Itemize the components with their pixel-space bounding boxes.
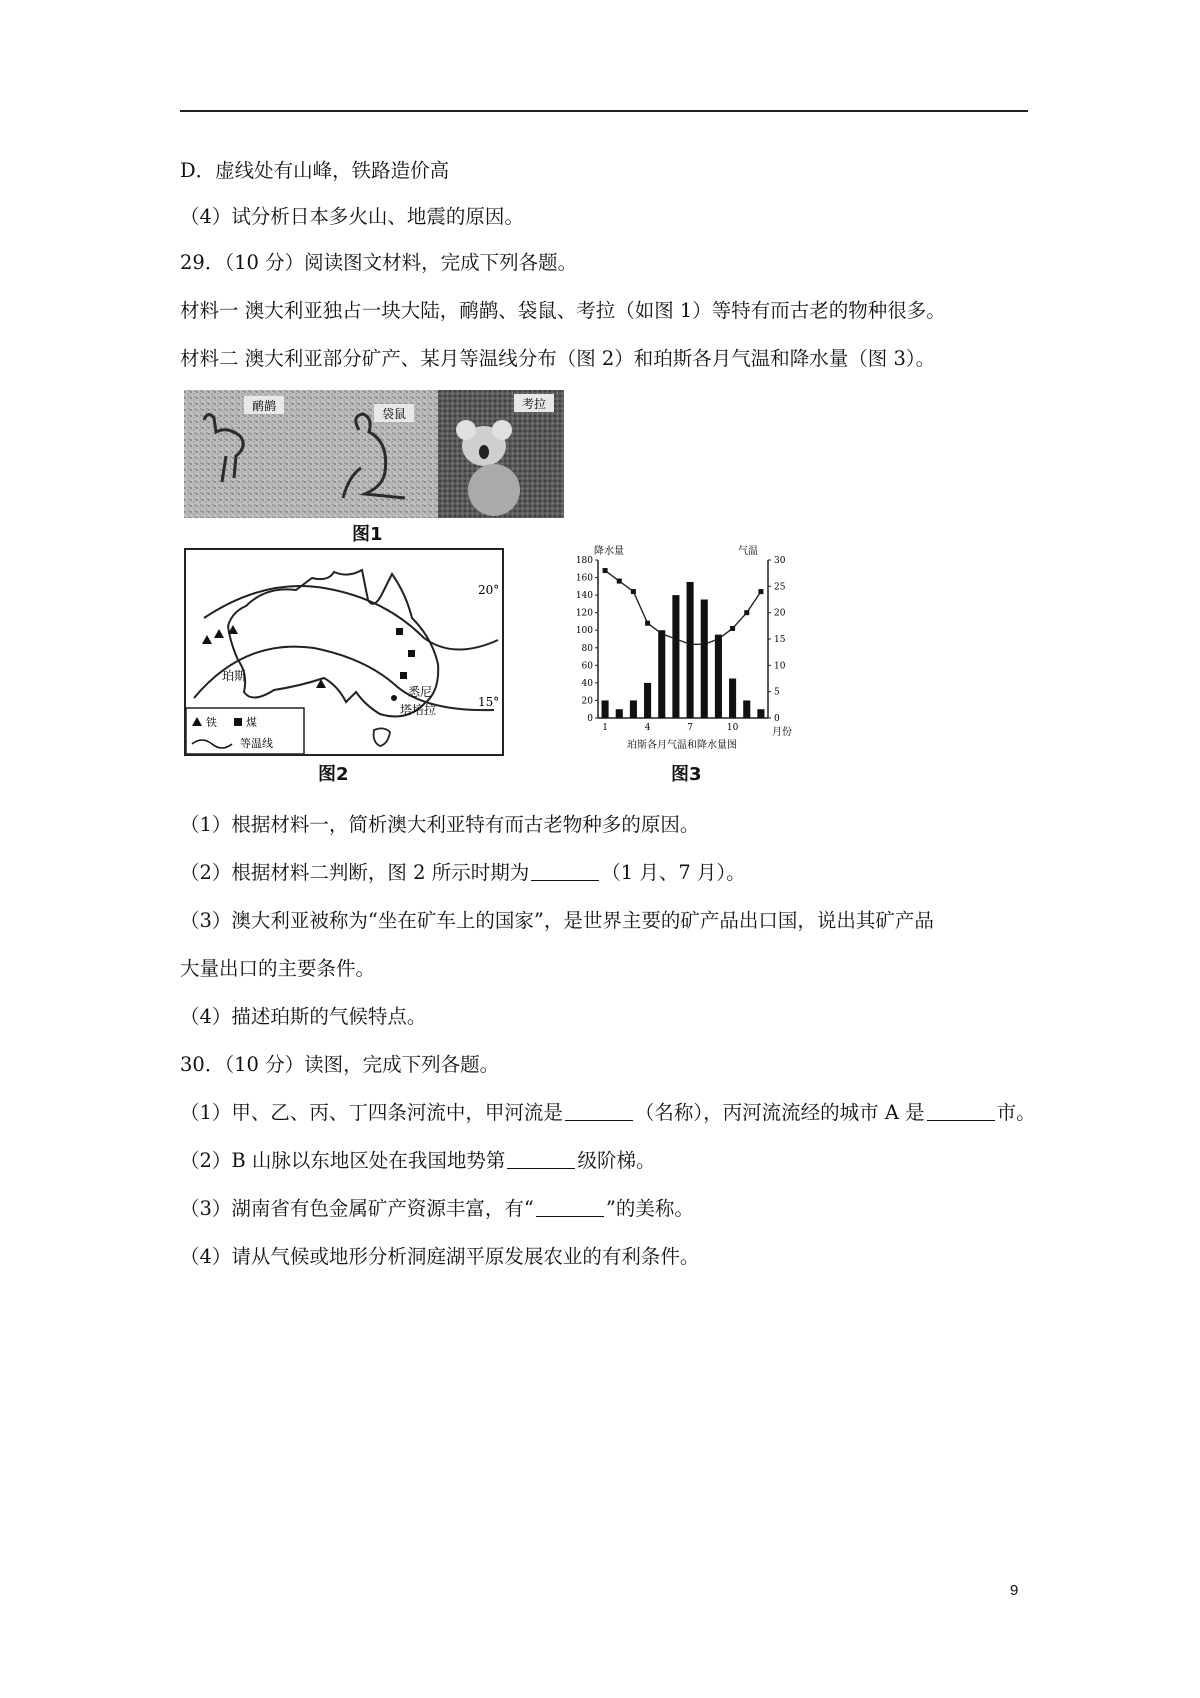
y-left-tick-label: 80 [581, 643, 593, 654]
precip-bar [616, 709, 623, 718]
animal-label-emu: 鸸鹋 [251, 399, 277, 413]
figure2-map [184, 548, 504, 756]
text-line: 材料一 澳大利亚独占一块大陆，鸸鹋、袋鼠、考拉（如图 1）等特有而古老的物种很多。 [180, 299, 946, 322]
question-29-4: （4）描述珀斯的气候特点。 [180, 1005, 427, 1028]
figure1-caption: 图1 [352, 524, 383, 545]
y-left-tick-label: 40 [581, 678, 593, 689]
precip-bar [757, 709, 764, 718]
y-left-tick-label: 160 [575, 573, 593, 584]
x-tick-label: 10 [726, 723, 739, 733]
precip-bar [729, 679, 736, 719]
precip-bar [743, 700, 750, 718]
answer-blank[interactable] [507, 1150, 575, 1169]
x-tick-label: 1 [602, 723, 608, 733]
figure2-caption: 图2 [318, 764, 349, 785]
y-left-tick-label: 120 [575, 608, 593, 619]
city-canberra: 塔培拉 [400, 703, 437, 717]
question-30-3: （3）湖南省有色金属矿产资源丰富，有“ ”的美称。 [180, 1197, 694, 1220]
isotherm-label-20: 20° [478, 583, 500, 597]
y-right-tick-label: 25 [774, 582, 786, 593]
answer-blank[interactable] [536, 1198, 604, 1217]
question-30-2: （2）B 山脉以东地区处在我国地势第 级阶梯。 [180, 1149, 656, 1172]
question-30-4: （4）请从气候或地形分析洞庭湖平原发展农业的有利条件。 [180, 1245, 700, 1268]
answer-blank[interactable] [531, 862, 599, 881]
question-30-1: （1）甲、乙、丙、丁四条河流中，甲河流是 （名称），丙河流流经的城市 A 是 市。 [180, 1101, 1036, 1124]
temperature-point [702, 642, 707, 647]
y-left-tick-label: 100 [575, 626, 593, 637]
figure1-photos [184, 390, 564, 518]
answer-blank[interactable] [927, 1102, 995, 1121]
precip-bar [701, 600, 708, 719]
y-left-tick-label: 140 [575, 591, 593, 602]
precip-bar [602, 700, 609, 718]
chart-ylabel-left: 降水量 [594, 546, 624, 557]
precip-bar [644, 683, 651, 718]
city-dot [391, 695, 397, 701]
legend-iron: 铁 [206, 716, 217, 729]
text-line: D．虚线处有山峰，铁路造价高 [180, 159, 450, 182]
y-left-tick-label: 20 [581, 696, 593, 707]
precip-bar [672, 595, 679, 718]
precip-bar [658, 630, 665, 718]
y-right-tick-label: 5 [774, 687, 780, 698]
temperature-point [716, 637, 721, 642]
temperature-point [730, 626, 735, 631]
chart-xlabel: 月份 [772, 727, 792, 738]
question-30: 30．（10 分）读图，完成下列各题。 [180, 1053, 500, 1076]
temperature-point [688, 642, 693, 647]
question-29-3-cont: 大量出口的主要条件。 [180, 957, 376, 980]
precip-bar [715, 635, 722, 718]
y-left-tick-label: 0 [587, 714, 593, 724]
city-perth: 珀斯 [222, 669, 247, 683]
temperature-point [645, 621, 650, 626]
temperature-point [631, 589, 636, 594]
temperature-point [758, 589, 763, 594]
y-left-tick-label: 180 [575, 556, 593, 566]
page-number: 9 [1010, 1582, 1019, 1599]
text-line: 29．（10 分）阅读图文材料，完成下列各题。 [180, 251, 578, 274]
coal-symbol [396, 628, 403, 635]
text-line: （4）试分析日本多火山、地震的原因。 [180, 205, 524, 228]
legend-isotherm: 等温线 [240, 737, 273, 750]
y-right-tick-label: 20 [774, 608, 786, 619]
coal-symbol [400, 672, 407, 679]
precip-bar [630, 700, 637, 718]
chart-ylabel-right: 气温 [738, 546, 758, 557]
y-right-tick-label: 30 [774, 556, 786, 566]
temperature-line [605, 571, 761, 645]
city-sydney: 悉尼 [408, 685, 433, 699]
x-tick-label: 7 [687, 723, 693, 733]
figure3-chart [562, 542, 802, 752]
question-29-1: （1）根据材料一，简析澳大利亚特有而古老物种多的原因。 [180, 813, 700, 836]
coal-symbol [408, 650, 415, 657]
temperature-point [659, 631, 664, 636]
question-29-2: （2）根据材料二判断，图 2 所示时期为 （1 月、7 月）。 [180, 861, 746, 884]
temperature-point [673, 637, 678, 642]
temperature-point [603, 568, 608, 573]
y-right-tick-label: 0 [774, 714, 780, 724]
y-right-tick-label: 15 [774, 635, 786, 645]
figure3-caption: 图3 [671, 764, 702, 785]
text-line: 材料二 澳大利亚部分矿产、某月等温线分布（图 2）和珀斯各月气温和降水量（图 3）。 [180, 347, 936, 370]
header-rule [180, 110, 1028, 112]
precip-bar [687, 582, 694, 718]
temperature-point [617, 579, 622, 584]
x-tick-label: 4 [644, 723, 651, 733]
answer-blank[interactable] [565, 1102, 633, 1121]
y-left-tick-label: 60 [581, 661, 593, 672]
question-29-3: （3）澳大利亚被称为“坐在矿车上的国家”，是世界主要的矿产品出口国，说出其矿产品 [180, 909, 934, 932]
animal-label-kangaroo: 袋鼠 [381, 407, 407, 421]
animal-label-koala: 考拉 [521, 397, 547, 411]
isotherm-label-15: 15° [478, 695, 500, 709]
temperature-point [744, 610, 749, 615]
chart-title: 珀斯各月气温和降水量图 [627, 740, 737, 751]
legend-coal: 煤 [246, 716, 257, 729]
y-right-tick-label: 10 [774, 661, 786, 672]
